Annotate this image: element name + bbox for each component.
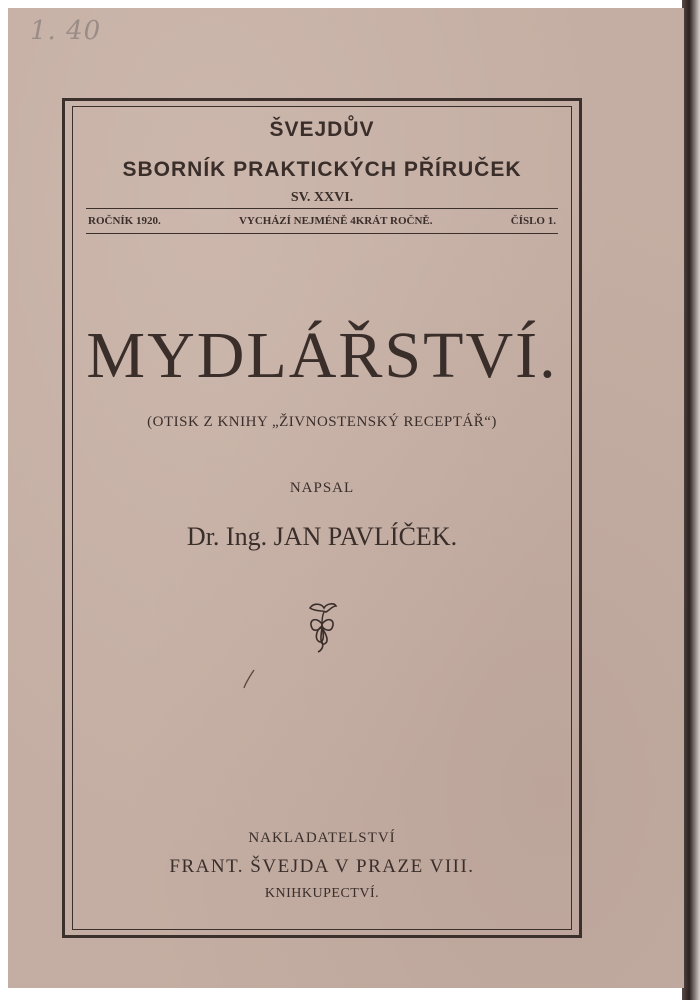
publisher-label: NAKLADATELSTVÍ [248, 830, 396, 846]
series-frequency: VYCHÁZÍ NEJMÉNĚ 4KRÁT ROČNĚ. [238, 215, 433, 227]
series-volume: SV. XXVI. [290, 190, 354, 205]
series-number: ČÍSLO 1. [510, 215, 556, 227]
publisher-bookshop: KNIHKUPECTVÍ. [264, 886, 380, 901]
byline-label: NAPSAL [289, 480, 355, 496]
publisher-mark-icon [300, 600, 344, 654]
author-name: Dr. Ing. JAN PAVLÍČEK. [186, 522, 458, 551]
series-info-bar [86, 208, 558, 234]
spine-shadow [682, 0, 700, 1000]
publisher-name: FRANT. ŠVEJDA V PRAZE VIII. [169, 856, 475, 877]
series-subtitle: SBORNÍK PRAKTICKÝCH PŘÍRUČEK [122, 158, 522, 181]
handwritten-note: 1. 40 [30, 16, 102, 46]
book-title: MYDLÁŘSTVÍ. [86, 319, 558, 392]
series-year: ROČNÍK 1920. [88, 215, 161, 227]
ink-stroke-mark [240, 668, 260, 690]
series-name: ŠVEJDŮV [269, 118, 375, 141]
book-subtitle: (OTISK Z KNIHY „ŽIVNOSTENSKÝ RECEPTÁŘ“) [147, 414, 497, 430]
